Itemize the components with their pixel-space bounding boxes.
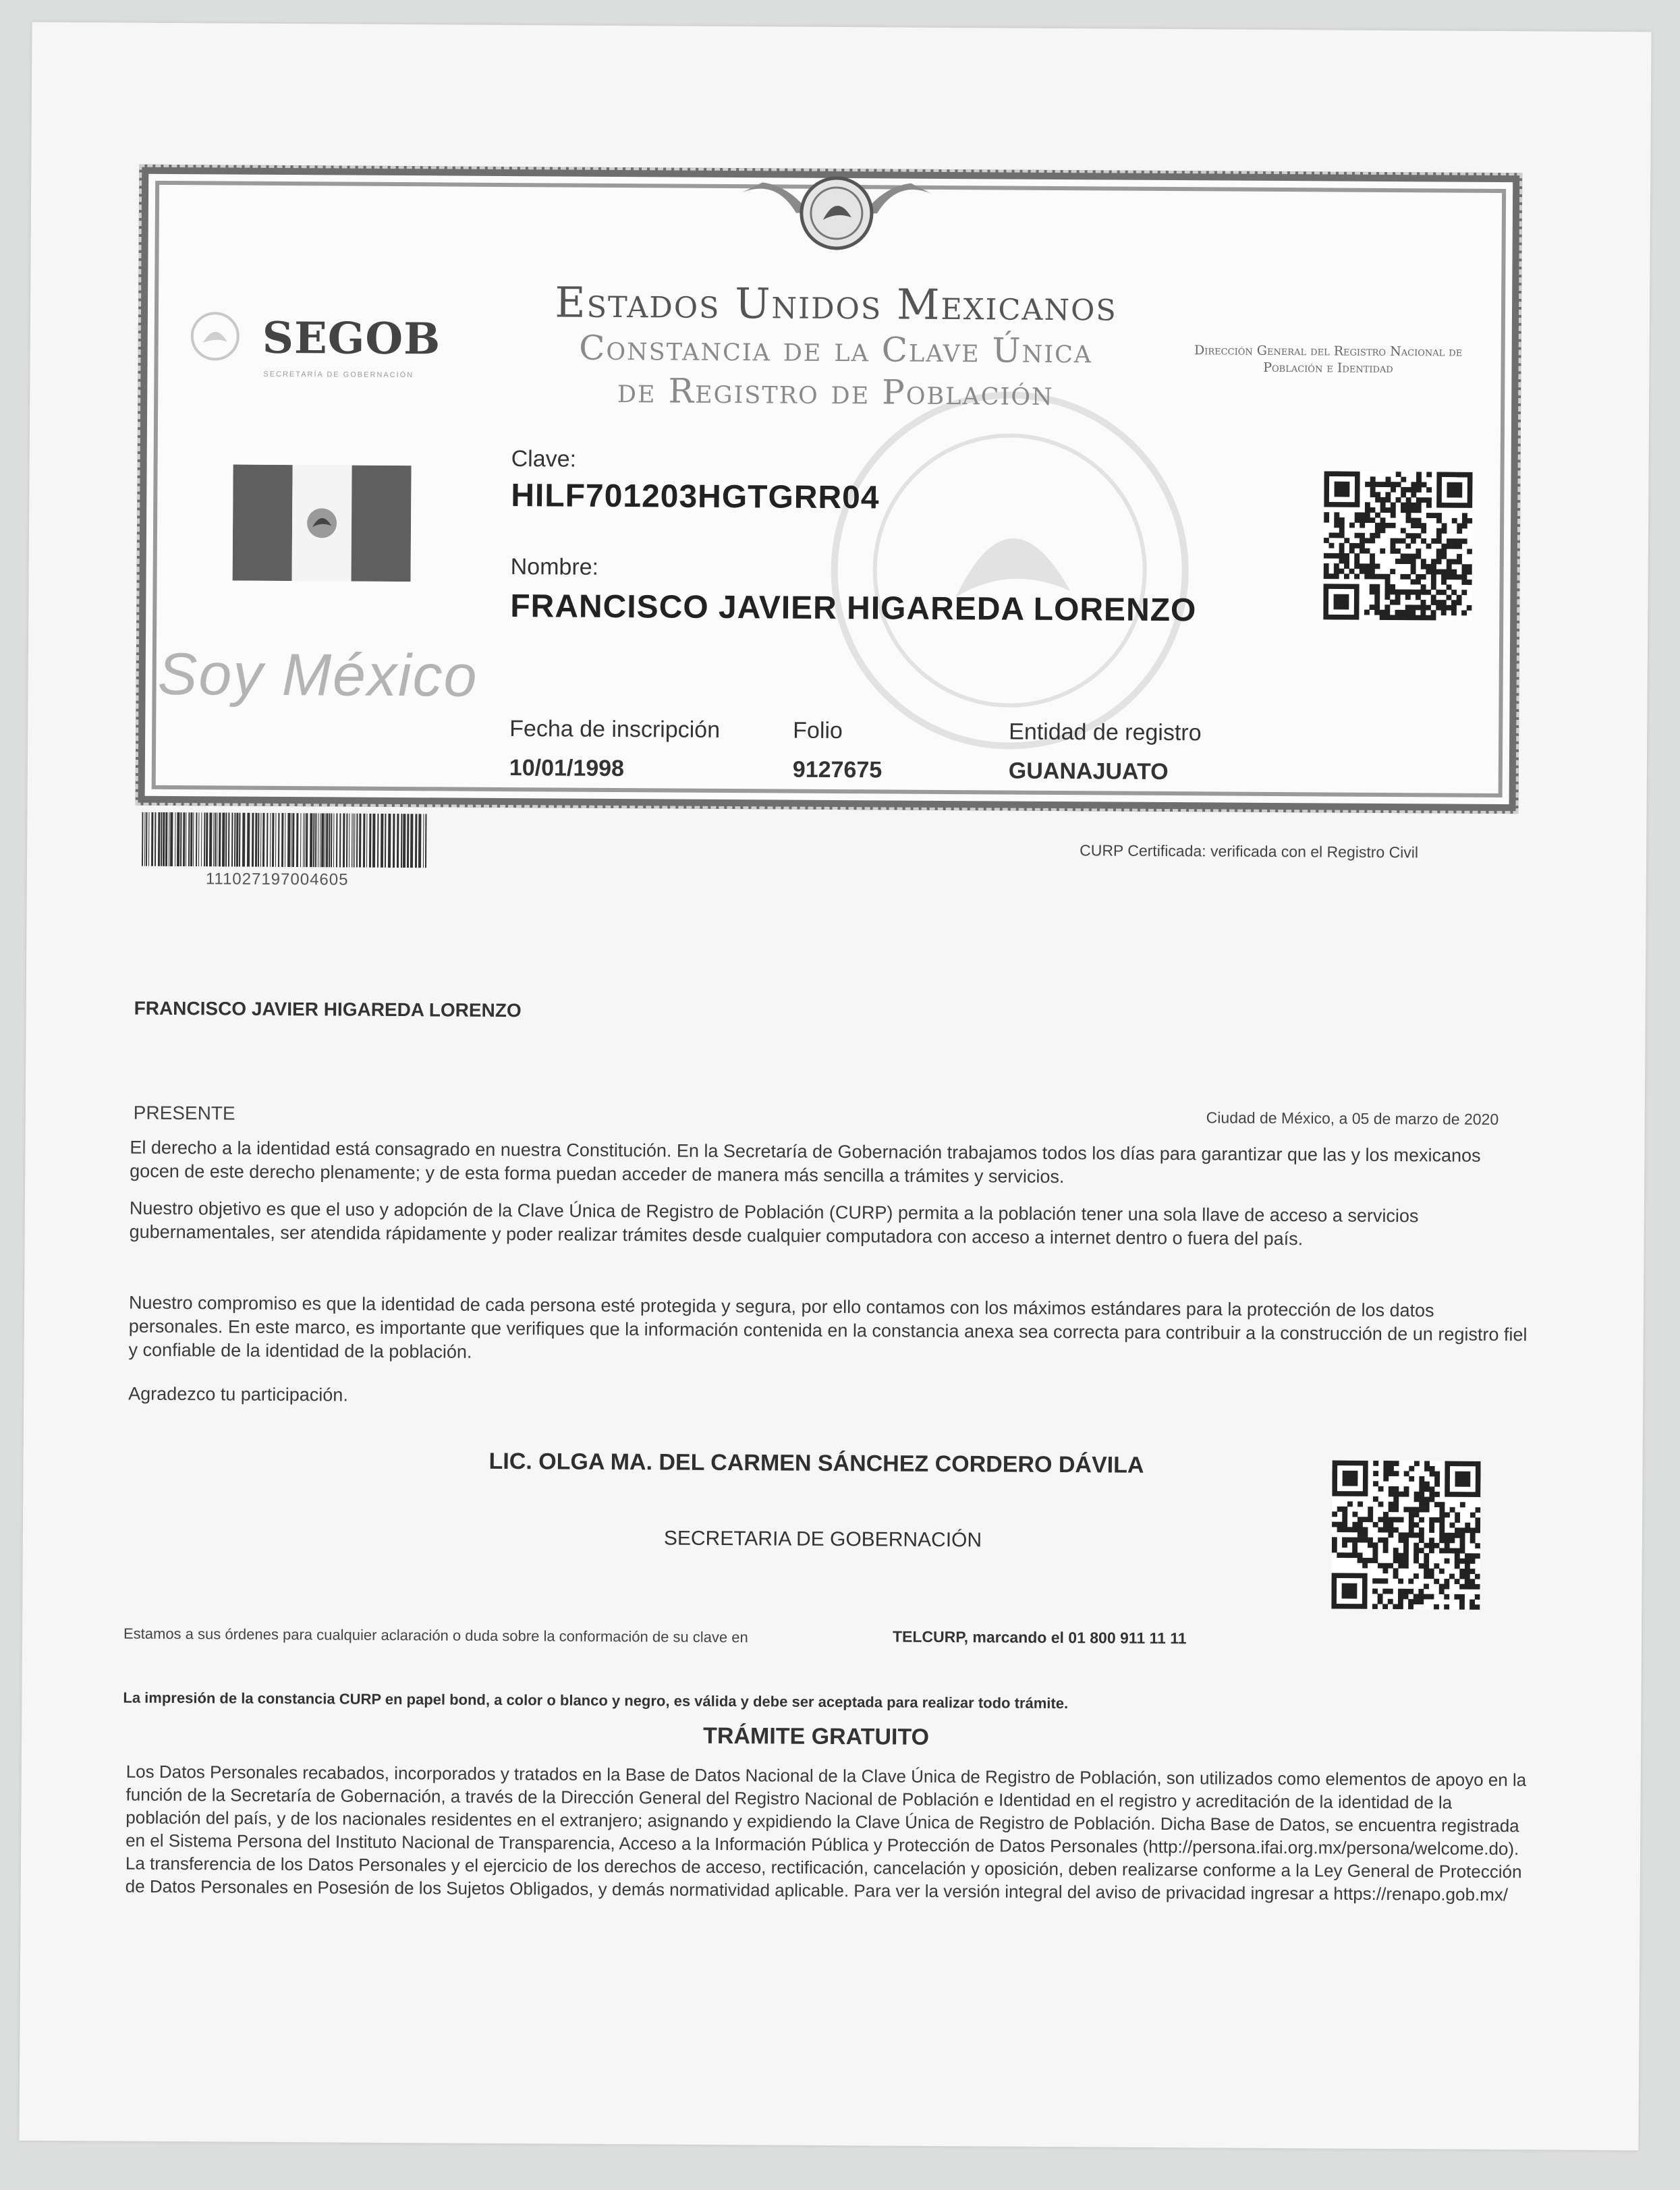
fecha-value: 10/01/1998 bbox=[509, 755, 625, 782]
signature-qr-code-icon bbox=[1331, 1461, 1480, 1610]
segob-logo: SEGOB bbox=[262, 312, 441, 365]
eagle-crest-icon bbox=[735, 172, 939, 254]
privacy-notice: Los Datos Personales recabados, incorporados y tratados en la Base de Datos Nacional de la Clave Única de Registro de Población, son utilizados como elementos de apoyo en la función de la Secretaría de Gobernación, a través de la Dirección General del Registro Nacional de Población e Identidad en el registro y acreditación de la identidad de la población del país, y de los nacionales residentes en el extranjero; asignando y expidiendo la Clave Única de Registro de Población. Dicha Base de Datos, se encuentra registrada en el Sistema Persona del Instituto Nacional de Transparencia, Acceso a la Información Pública y Protección de Datos Personales (http://persona.ifai.org.mx/persona/welcome.do). La transferencia de los Datos Personales y el ejercicio de los derechos de acceso, rectificación, cancelación y oposición, deben realizarse conforme a la Ley General de Protección de Datos Personales en Posesión de los Sujetos Obligados, y demás normatividad aplicable. Para ver la versión integral del aviso de privacidad ingresar a https://renapo.gob.mx/ bbox=[125, 1761, 1527, 1905]
tramite-gratuito-title: TRÁMITE GRATUITO bbox=[702, 1722, 930, 1750]
paragraph-1: El derecho a la identidad está consagrado en nuestra Constitución. En la Secretaría de Gobernación trabajamos todos los días para garantizar que las y los mexicanos gocen de este derecho plenamente; y de esta forma puedan acceder de manera más sencilla a trámites y servicios. bbox=[130, 1137, 1481, 1187]
thanks-text: Agradezco tu participación. bbox=[128, 1383, 348, 1405]
soy-mexico-text: Soy México bbox=[157, 640, 478, 709]
nombre-label: Nombre: bbox=[510, 554, 599, 580]
certificate-title-line1: Constancia de la Clave Única bbox=[579, 328, 1093, 371]
signer-title: SECRETARIA DE GOBERNACIÓN bbox=[663, 1527, 982, 1552]
letter-recipient: FRANCISCO JAVIER HIGAREDA LORENZO bbox=[134, 997, 522, 1021]
segob-subtitle: SECRETARÍA DE GOBERNACIÓN bbox=[263, 370, 414, 380]
entidad-value: GUANAJUATO bbox=[1008, 758, 1169, 785]
folio-label: Folio bbox=[793, 717, 843, 744]
barcode-number: 111027197004605 bbox=[205, 870, 349, 889]
contact-text: Estamos a sus órdenes para cualquier aclaración o duda sobre la conformación de su clave en bbox=[123, 1625, 748, 1646]
qr-code-icon bbox=[1323, 471, 1472, 620]
entidad-label: Entidad de registro bbox=[1009, 719, 1202, 746]
curp-certificate-card bbox=[136, 165, 1523, 814]
fecha-label: Fecha de inscripción bbox=[509, 716, 721, 743]
mexico-flag-icon bbox=[233, 465, 412, 582]
presente-text: PRESENTE bbox=[133, 1102, 235, 1124]
document-sheet bbox=[19, 22, 1651, 2151]
letter-date: Ciudad de México, a 05 de marzo de 2020 bbox=[1206, 1108, 1499, 1129]
direccion-general-text: Dirección General del Registro Nacional de Población e Identidad bbox=[1194, 343, 1463, 376]
certificate-title-line2: de Registro de Población bbox=[617, 371, 1054, 413]
watermark-seal-icon bbox=[820, 381, 1200, 760]
paragraph-3: Nuestro compromiso es que la identidad de cada persona esté protegida y segura, por ello contamos con los máximos estándares para la protección de los datos personales. En este marco, es importante que verifiques que la información contenida en la constancia anexa sea correcta para contribuir a la construcción de un registro fiel y confiable de la identidad de la población. bbox=[128, 1292, 1528, 1362]
folio-value: 9127675 bbox=[792, 756, 883, 783]
country-title: Estados Unidos Mexicanos bbox=[555, 277, 1118, 331]
signer-name: LIC. OLGA MA. DEL CARMEN SÁNCHEZ CORDERO DÁVILA bbox=[488, 1448, 1144, 1478]
curp-value: HILF701203HGTGRR04 bbox=[511, 478, 880, 516]
impresion-text: La impresión de la constancia CURP en papel bond, a color o blanco y negro, es válida y debe ser aceptada para realizar todo trámite. bbox=[123, 1689, 1069, 1712]
clave-label: Clave: bbox=[511, 446, 577, 472]
barcode-icon bbox=[142, 812, 432, 868]
curp-certificada-text: CURP Certificada: verificada con el Registro Civil bbox=[1080, 841, 1419, 862]
contact-phone: TELCURP, marcando el 01 800 911 11 11 bbox=[892, 1627, 1187, 1648]
nombre-value: FRANCISCO JAVIER HIGAREDA LORENZO bbox=[510, 588, 1197, 629]
segob-emblem-icon bbox=[188, 309, 242, 363]
paragraph-2: Nuestro objetivo es que el uso y adopción de la Clave Única de Registro de Población (CURP) permita a la población tener una sola llave de acceso a servicios gubernamentales, ser atendida rápidamente y poder realizar trámites desde cualquier computadora con acceso a internet dentro o fuera del país. bbox=[129, 1198, 1419, 1250]
